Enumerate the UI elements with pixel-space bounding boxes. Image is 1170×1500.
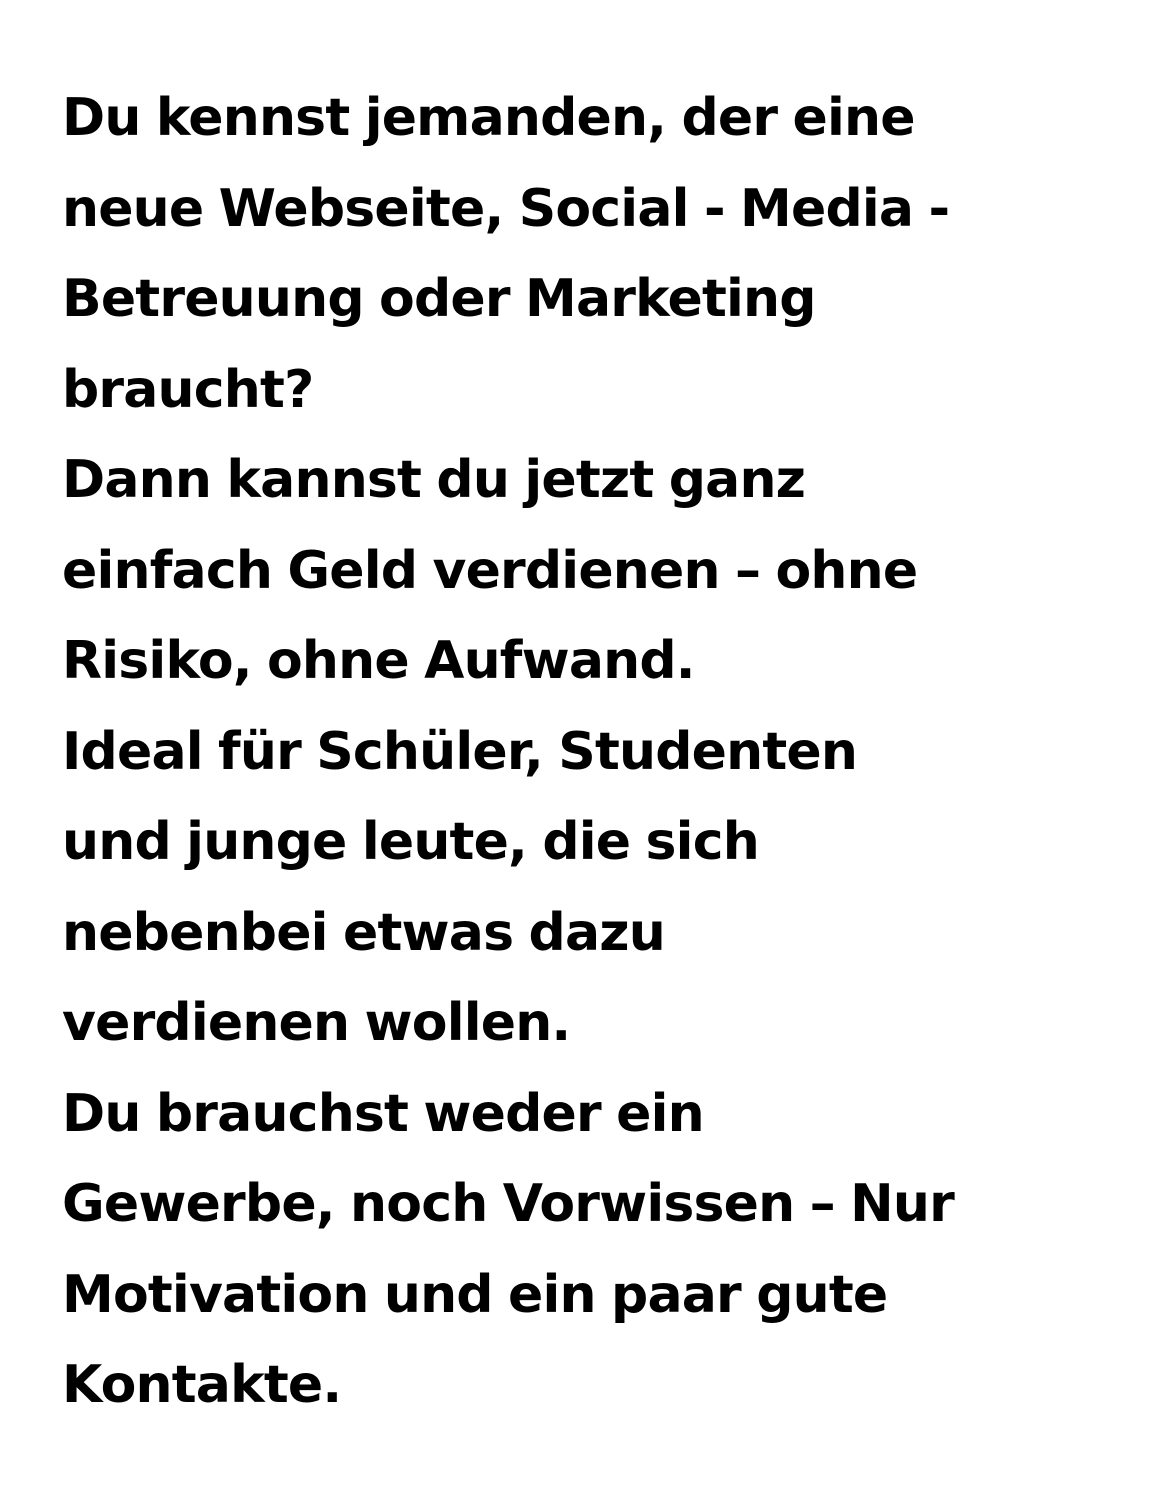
text-line: Motivation und ein paar gute [62,1264,888,1325]
text-line: nebenbei etwas dazu [62,902,665,963]
text-line: und junge leute, die sich [62,812,759,872]
promo-text-block [62,73,1157,1431]
text-line: Du brauchst weder ein [62,1083,704,1144]
text-line: Gewerbe, noch Vorwissen – Nur [62,1174,954,1234]
text-line: Du kennst jemanden, der eine [62,88,915,148]
text-line: Ideal für Schüler, Studenten [62,721,858,782]
text-line: Risiko, ohne Aufwand. [62,631,695,691]
text-line: Betreuung oder Marketing [62,269,816,329]
text-line: braucht? [62,359,314,420]
text-line: verdienen wollen. [62,993,571,1053]
text-line: Kontakte. [62,1355,342,1415]
text-line: einfach Geld verdienen – ohne [62,540,918,601]
text-line: neue Webseite, Social - Media - [62,178,950,239]
text-line: Dann kannst du jetzt ganz [62,450,806,510]
